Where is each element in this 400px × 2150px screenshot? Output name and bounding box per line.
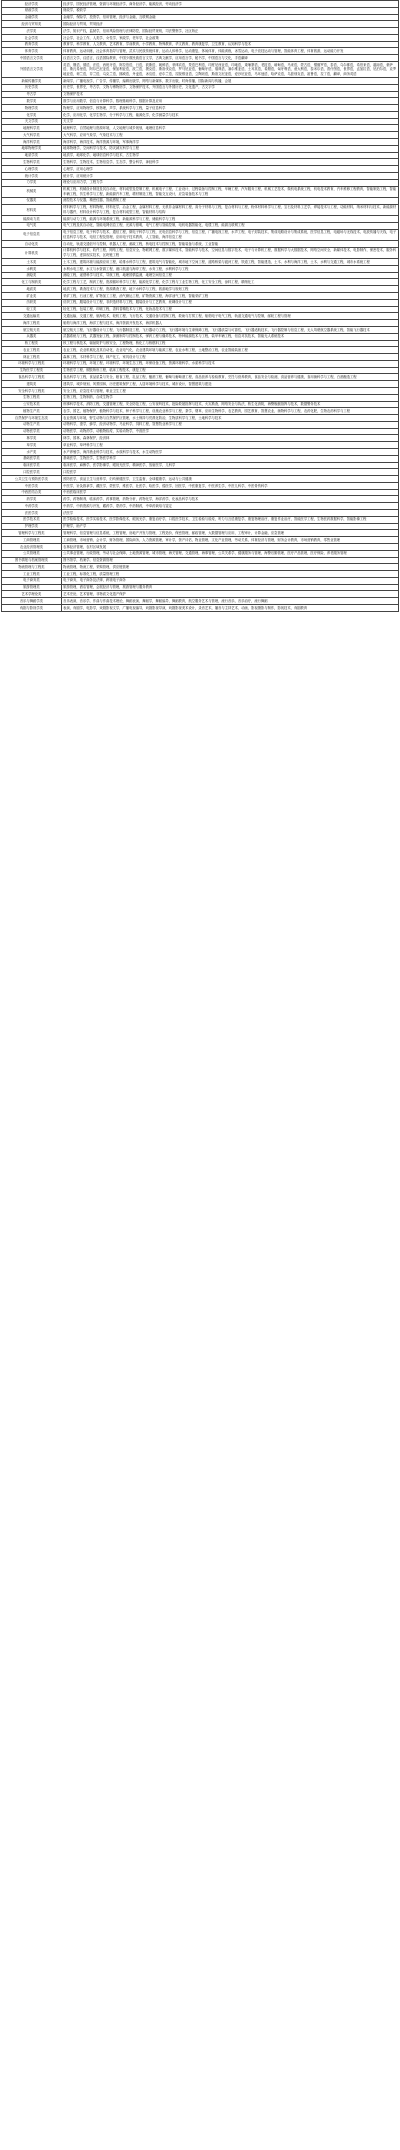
table-row [2,557,399,564]
table-row [2,469,399,476]
majors-cell: 自动化，轨道交通信号与控制，机器人工程，邮政工程，核电技术与控制工程，智能装备与系统，工业智能 [61,240,398,247]
category-cell: 电子商务类 [2,577,62,584]
category-cell: 财政学类 [2,7,62,14]
table-row [2,489,399,496]
table-row [2,313,399,320]
table-row [2,421,399,428]
category-cell: 自动化类 [2,240,62,247]
table-row [2,530,399,537]
majors-cell: 工商管理，市场营销，会计学，财务管理，国际商务，人力资源管理，审计学，资产评估，物业管理，文化产业管理，劳动关系，体育经济与管理，财务会计教育，市场营销教育，零售业管理 [61,537,398,544]
table-row [2,415,399,422]
category-cell: 管理科学与工程类 [2,530,62,537]
majors-cell: 临床医学，麻醉学，医学影像学，眼视光医学，精神医学，放射医学，儿科学 [61,462,398,469]
table-row [2,145,399,152]
table-row [2,34,399,41]
majors-cell: 中医学，针灸推拿学，藏医学，蒙医学，维医学，壮医学，哈医学，傣医学，回医学，中医康复学，中医养生学，中医儿科学，中医骨伤科学 [61,482,398,489]
category-cell: 数学类 [2,98,62,105]
majors-cell: 农学，园艺，植物保护，植物科学与技术，种子科学与工程，设施农业科学与工程，茶学，烟草，应用生物科学，农艺教育，园艺教育，智慧农业，菌物科学与工程，农药化肥，生物农药科学与工程 [61,408,398,415]
category-cell: 农业经济管理类 [2,543,62,550]
majors-cell: 武器系统与工程，武器发射工程，探测制导与控制技术，弹药工程与爆炸技术，特种能源技术与工程，装甲车辆工程，信息对抗技术，智能无人系统技术 [61,333,398,340]
table-row [2,204,399,215]
category-cell: 基础医学类 [2,455,62,462]
table-row [2,14,399,21]
category-cell: 植物生产类 [2,408,62,415]
majors-cell: 新闻学，广播电视学，广告学，传播学，编辑出版学，网络与新媒体，数字出版，时尚传播，国际新闻与传播，会展 [61,78,398,85]
majors-cell: 动物医学，动物药学，动植物检疫，实验动物学，中兽医学 [61,428,398,435]
majors-cell: 水产养殖学，海洋渔业科学与技术，水族科学与技术，水生动物医学 [61,449,398,456]
table-row [2,293,399,300]
category-cell: 物理学类 [2,105,62,112]
category-cell: 临床医学类 [2,462,62,469]
table-row [2,118,399,125]
majors-cell: 法学，知识产权，监狱学，信用风险管理与法律防控，国际经贸规则，司法警察学，社区矫正 [61,28,398,35]
majors-cell: 教育学，科学教育，人文教育，艺术教育，学前教育，小学教育，特殊教育，华文教育，教育康复学，卫生教育，认知科学与技术 [61,41,398,48]
table-row [2,48,399,55]
table-row [2,482,399,489]
table-row [2,394,399,401]
category-cell: 物流管理与工程类 [2,564,62,571]
category-cell: 戏剧与影视学类 [2,604,62,611]
table-row [2,125,399,132]
table-row [2,78,399,85]
majors-cell: 电子信息工程，电子科学与技术，通信工程，微电子科学与工程，光电信息科学与工程，信息工程，广播电视工程，水声工程，电子封装技术，集成电路设计与集成系统，医学信息工程，电磁场与无线技术，电波传播与天线，电子信息科学与技术，电信工程及管理，应用电子技术教育，人工智能，海洋信息工程 [61,229,398,240]
category-cell: 水产类 [2,449,62,456]
category-cell: 法学类 [2,28,62,35]
majors-cell: 艺术史论，艺术管理，非物质文化遗产保护 [61,591,398,598]
category-cell: 食品科学与工程类 [2,374,62,381]
majors-cell: 国际经济与贸易，贸易经济 [61,21,398,28]
majors-cell: 采矿工程，石油工程，矿物加工工程，油气储运工程，矿物资源工程，海洋油气工程，智能采矿工程 [61,293,398,300]
table-row [2,279,399,286]
category-cell: 心理学类 [2,166,62,173]
table-row [2,449,399,456]
category-cell: 医学技术类 [2,516,62,523]
table-row [2,401,399,408]
major-table-body [2,1,399,612]
category-cell: 电子信息类 [2,229,62,240]
category-cell: 化学类 [2,111,62,118]
category-cell: 公共管理类 [2,550,62,557]
category-cell: 生物医学工程类 [2,367,62,374]
category-cell: 海洋工程类 [2,320,62,327]
category-cell: 自然保护与环境生态类 [2,415,62,422]
category-cell: 化工与制药类 [2,279,62,286]
majors-cell: 交通运输，交通工程，航海技术，轮机工程，飞行技术，交通设备与控制工程，救助与打捞工程，船舶电子电气工程，轨道交通电气与控制，邮轮工程与管理 [61,313,398,320]
category-cell: 材料类 [2,204,62,215]
table-row [2,299,399,306]
table-row [2,62,399,78]
category-cell: 土木类 [2,259,62,266]
category-cell: 草学类 [2,442,62,449]
table-row [2,360,399,367]
category-cell: 口腔医学类 [2,469,62,476]
major-table [1,0,399,612]
category-cell: 海洋科学类 [2,139,62,146]
majors-cell: 天文学 [61,118,398,125]
majors-cell: 海洋科学，海洋技术，海洋资源与环境，军事海洋学 [61,139,398,146]
table-row [2,272,399,279]
majors-cell: 金融学，保险学，投资学，信用管理，经济与金融，互联网金融 [61,14,398,21]
majors-cell: 林学，园林，森林保护，经济林 [61,435,398,442]
majors-cell: 化学工程与工艺，制药工程，资源循环科学与工程，能源化学工程，化学工程与工业生物工程，化工安全工程，涂料工程，精细化工 [61,279,398,286]
table-row [2,98,399,105]
category-cell: 金融学类 [2,14,62,21]
category-cell: 仪器类 [2,197,62,204]
table-row [2,320,399,327]
table-row [2,265,399,272]
majors-cell: 刑事科学技术，消防工程，交通管理工程，安全防范工程，公安视听技术，抢险救援指挥与技术，火灾勘查，网络安全与执法，核生化消防，海警舰艇指挥与技术，数据警务技术 [61,401,398,408]
majors-cell: 历史学，世界史，考古学，文物与博物馆学，文物保护技术，外国语言与外国历史，文化遗产，古文字学 [61,84,398,91]
majors-cell: 测控技术与仪器，精密仪器，智能感知工程 [61,197,398,204]
category-cell: 电气类 [2,222,62,229]
majors-cell: 轻化工程，包装工程，印刷工程，香料香精技术与工程，化妆品技术与工程 [61,306,398,313]
majors-cell: 社会学，社会工作，人类学，女性学，家政学，老年学，社会政策 [61,34,398,41]
majors-cell: 食品科学与工程，食品质量与安全，粮食工程，乳品工程，酿酒工程，葡萄与葡萄酒工程，食品营养与检验教育，烹饪与营养教育，食品安全与检测，食品营养与健康，食用菌科学与工程，白酒酿造工程 [61,374,398,381]
table-row [2,259,399,266]
majors-cell: 地理科学，自然地理与资源环境，人文地理与城乡规划，地理信息科学 [61,125,398,132]
table-row [2,240,399,247]
table-row [2,374,399,381]
category-cell: 天文学类 [2,118,62,125]
category-cell: 建筑类 [2,381,62,388]
majors-cell: 物理学，应用物理学，核物理，声学，系统科学与工程，量子信息科学 [61,105,398,112]
table-row [2,354,399,361]
category-cell: 力学类 [2,179,62,186]
category-cell: 矿业类 [2,293,62,300]
table-row [2,28,399,35]
majors-cell: 机械工程，机械设计制造及其自动化，材料成型及控制工程，机械电子工程，工业设计，过程装备与控制工程，车辆工程，汽车服务工程，机械工艺技术，微机电系统工程，机电技术教育，汽车维修工程教育，智能制造工程，智能车辆工程，仿生科学与工程，新能源汽车工程，增材制造工程，智能交互设计，应急装备技术与工程 [61,186,398,197]
table-row [2,550,399,557]
majors-cell: 文物保护技术 [61,91,398,98]
majors-cell: 纺织工程，服装设计与工程，非织造材料与工程，服装设计与工艺教育，丝绸设计与工程 [61,299,398,306]
category-cell: 机械类 [2,186,62,197]
table-row [2,591,399,598]
category-cell: 历史学类 [2,84,62,91]
majors-cell: 环境科学与工程，环境工程，环境科学，环境生态工程，环保设备工程，资源环境科学，水质科学与技术 [61,360,398,367]
category-cell: 公安技术类 [2,401,62,408]
majors-cell: 能源与动力工程，能源与环境系统工程，新能源科学与工程，储能科学与工程 [61,216,398,223]
table-row [2,84,399,91]
majors-cell: 音乐表演，音乐学，作曲与作曲技术理论，舞蹈表演，舞蹈学，舞蹈编导，舞蹈教育，航空服务艺术与管理，流行音乐，音乐治疗，流行舞蹈 [61,598,398,605]
table-row [2,306,399,313]
table-row [2,476,399,483]
table-row [2,132,399,139]
majors-cell: 船舶与海洋工程，海洋工程与技术，海洋资源开发技术，海洋机器人 [61,320,398,327]
table-row [2,510,399,517]
majors-cell: 生物工程，生物制药，合成生物学 [61,394,398,401]
majors-cell: 电气工程及其自动化，智能电网信息工程，光源与照明，电气工程与智能控制，电机电器智能化，电缆工程，能源互联网工程 [61,222,398,229]
table-row [2,598,399,605]
category-cell: 动物生产类 [2,421,62,428]
category-cell: 体育学类 [2,48,62,55]
majors-cell: 地质学，地球化学，地球信息科学与技术，古生物学 [61,152,398,159]
majors-cell: 经济学，国民经济管理，资源与环境经济学，商务经济学，能源经济，劳动经济学 [61,1,398,8]
table-row [2,571,399,578]
category-cell: 经济学类 [2,1,62,8]
table-row [2,496,399,503]
majors-cell: 草业科学，草坪科学与工程 [61,442,398,449]
category-cell: 旅游管理类 [2,584,62,591]
category-cell: 中西医结合类 [2,489,62,496]
majors-cell: 工业工程，标准化工程，质量管理工程 [61,571,398,578]
category-cell: 法医学类 [2,510,62,517]
category-cell: 地质学类 [2,152,62,159]
table-row [2,543,399,550]
majors-cell: 动物科学，蚕学，蜂学，经济动物学，马业科学，饲料工程，智慧牧业科学与工程 [61,421,398,428]
majors-cell: 安全工程，应急技术与管理，职业卫生工程 [61,387,398,394]
table-row [2,584,399,591]
table-row [2,139,399,146]
table-row [2,247,399,258]
majors-cell: 计算机科学与技术，软件工程，网络工程，信息安全，物联网工程，数字媒体技术，智能科学与技术，空间信息与数字技术，电子与计算机工程，数据科学与大数据技术，网络空间安全，新媒体技术，电影制作，保密技术，服务科学与工程，虚拟现实技术，区块链工程 [61,247,398,258]
category-cell: 社会学类 [2,34,62,41]
category-cell: 工商管理类 [2,537,62,544]
majors-cell: 水利水电工程，水文与水资源工程，港口航道与海岸工程，水务工程，水利科学与工程 [61,265,398,272]
category-cell: 音乐与舞蹈学类 [2,598,62,605]
category-cell: 外国语言文学类 [2,62,62,78]
majors-cell: 管理科学，信息管理与信息系统，工程管理，房地产开发与管理，工程造价，保密管理，邮政管理，大数据管理与应用，工程审计，计算金融，应急管理 [61,530,398,537]
table-row [2,367,399,374]
table-row [2,326,399,333]
category-cell: 中医学类 [2,482,62,489]
category-cell: 地理科学类 [2,125,62,132]
majors-cell: 材料科学与工程，材料物理，材料化学，冶金工程，金属材料工程，无机非金属材料工程，高分子材料与工程，复合材料与工程，粉体材料科学与工程，宝石及材料工艺学，焊接技术与工程，功能材料，纳米材料与技术，新能源材料与器件，材料设计科学与工程，复合材料成型工程，智能材料与结构 [61,204,398,215]
table-row [2,435,399,442]
category-cell: 生物科学类 [2,159,62,166]
table-row [2,333,399,340]
table-row [2,179,399,186]
category-cell: 艺术学理论类 [2,591,62,598]
category-cell: 林学类 [2,435,62,442]
table-row [2,347,399,354]
majors-cell: 农林经济管理，农村区域发展 [61,543,398,550]
category-cell: 测绘类 [2,272,62,279]
table-row [2,197,399,204]
category-cell: 公共卫生与预防医学类 [2,476,62,483]
category-cell: 农业工程类 [2,347,62,354]
table-row [2,523,399,530]
category-cell: 交通运输类 [2,313,62,320]
majors-cell: 汉语言文学，汉语言，汉语国际教育，中国少数民族语言文学，古典文献学，应用语言学，秘书学，中国语言与文化，手语翻译 [61,55,398,62]
majors-cell: 数学与应用数学，信息与计算科学，数理基础科学，数据计算及应用 [61,98,398,105]
table-row [2,166,399,173]
table-row [2,186,399,197]
table-row [2,503,399,510]
table-row [2,41,399,48]
majors-cell: 森林工程，木材科学与工程，林产化工，家具设计与工程 [61,354,398,361]
category-cell: 经济与贸易类 [2,21,62,28]
table-row [2,408,399,415]
table-row [2,21,399,28]
majors-cell: 基础医学，生物医学，生物医学科学 [61,455,398,462]
majors-cell: 地质工程，勘查技术与工程，资源勘查工程，地下水科学与工程，旅游地学与规划工程 [61,286,398,293]
category-cell: 能源动力类 [2,216,62,223]
category-cell: 林业工程类 [2,354,62,361]
majors-cell: 化学，应用化学，化学生物学，分子科学与工程，能源化学，化学测量学与技术 [61,111,398,118]
majors-cell: 医学检验技术，医学实验技术，医学影像技术，眼视光学，康复治疗学，口腔医学技术，卫生检验与检疫，听力与言语康复学，康复物理治疗，康复作业治疗，智能医学工程，生物医药数据科学，智能影像工程 [61,516,398,523]
table-row [2,455,399,462]
table-row [2,111,399,118]
table-row [2,286,399,293]
category-cell: 计算机类 [2,247,62,258]
majors-cell: 护理学，助产学 [61,523,398,530]
table-row [2,516,399,523]
majors-cell: 口腔医学 [61,469,398,476]
table-row [2,428,399,435]
table-row [2,152,399,159]
category-cell: 地球物理学类 [2,145,62,152]
category-cell: 工业工程类 [2,571,62,578]
majors-cell: 表演，戏剧学，电影学，戏剧影视文学，广播电视编导，戏剧影视导演，戏剧影视美术设计，录音艺术，播音与主持艺术，动画，影视摄影与制作，影视技术，戏剧教育 [61,604,398,611]
majors-cell: 地球物理学，空间科学与技术，防灾减灾科学与工程 [61,145,398,152]
category-cell: 新闻传播学类 [2,78,62,85]
category-cell: 教育学类 [2,41,62,48]
majors-cell: 财政学，税收学 [61,7,398,14]
category-cell: 水利类 [2,265,62,272]
table-row [2,55,399,62]
category-cell: 中药学类 [2,503,62,510]
category-cell: 安全科学与工程类 [2,387,62,394]
category-cell: 图书情报与档案管理类 [2,557,62,564]
majors-cell: 建筑学，城乡规划，风景园林，历史建筑保护工程，人居环境科学与技术，城市设计，智慧建筑与建造 [61,381,398,388]
category-cell: 药学类 [2,496,62,503]
category-cell: 动物医学类 [2,428,62,435]
table-row [2,442,399,449]
majors-cell: 农业工程，农业机械化及其自动化，农业电气化，农业建筑环境与能源工程，农业水利工程，土地整治工程，农业智能装备工程 [61,347,398,354]
majors-cell: 公共事业管理，行政管理，劳动与社会保障，土地资源管理，城市管理，海关管理，交通管理，海事管理，公共关系学，健康服务与管理，海警后勤管理，医疗产品管理，医疗保险，养老服务管理 [61,550,398,557]
majors-cell: 航空航天工程，飞行器设计与工程，飞行器制造工程，飞行器动力工程，飞行器环境与生命保障工程，飞行器质量与可靠性，飞行器适航技术，飞行器控制与信息工程，无人驾驶航空器系统工程，智能飞行器技术 [61,326,398,333]
table-row [2,1,399,8]
majors-cell: 土木工程，建筑环境与能源应用工程，给排水科学与工程，建筑电气与智能化，城市地下空间工程，道路桥梁与渡河工程，铁道工程，智能建造，土木、水利与海洋工程，土木、水利与交通工程，城市水系统工程 [61,259,398,266]
majors-cell: 生物科学，生物技术，生物信息学，生态学，整合科学，神经科学 [61,159,398,166]
table-row [2,216,399,223]
majors-cell: 图书馆学，档案学，信息资源管理 [61,557,398,564]
table-row [2,462,399,469]
table-row [2,7,399,14]
table-row [2,229,399,240]
category-cell: 护理学类 [2,523,62,530]
majors-cell: 心理学，应用心理学 [61,166,398,173]
table-row [2,172,399,179]
table-row [2,105,399,112]
table-row [2,537,399,544]
table-row [2,604,399,611]
majors-cell: 统计学，应用统计学 [61,172,398,179]
table-row [2,340,399,347]
majors-cell: 理论与应用力学，工程力学 [61,179,398,186]
majors-cell: 预防医学，食品卫生与营养学，妇幼保健医学，卫生监督，全球健康学，运动与公共健康 [61,476,398,483]
table-row [2,577,399,584]
majors-cell: 体育教育，运动训练，社会体育指导与管理，武术与民族传统体育，运动人体科学，运动康复，休闲体育，体能训练，冰雪运动，电子竞技运动与管理，智能体育工程，体育旅游，运动能力开发 [61,48,398,55]
table-row [2,222,399,229]
table-row [2,381,399,388]
category-cell: 核工程类 [2,340,62,347]
majors-cell: 药学，药物制剂，临床药学，药事管理，药物分析，药物化学，海洋药学，化妆品科学与技术 [61,496,398,503]
category-cell: 轻工类 [2,306,62,313]
majors-cell: 物流管理，物流工程，采购管理，供应链管理 [61,564,398,571]
majors-cell: 大气科学，应用气象学，气象技术与工程 [61,132,398,139]
category-cell: 考古学 [2,91,62,98]
majors-cell: 英语，俄语，德语，法语，西班牙语，阿拉伯语，日语，波斯语，朝鲜语，菲律宾语，梵语巴利语，印度尼西亚语，印地语，柬埔寨语，老挝语，缅甸语，马来语，蒙古语，僧伽罗语，泰语，乌尔都语，希伯来语，越南语，豪萨语，斯瓦希里语，阿尔巴尼亚语，保加利亚语，波兰语，捷克语，斯洛伐克语，罗马尼亚语，葡萄牙语，瑞典语，塞尔维亚语，土耳其语，希腊语，匈牙利语，意大利语，泰米尔语，普什图语，世界语，孟加拉语，尼泊尔语，克罗地亚语，荷兰语，芬兰语，乌克兰语，挪威语，丹麦语，冰岛语，爱尔兰语，拉脱维亚语，立陶宛语，斯洛文尼亚语，爱沙尼亚语，马耳他语，哈萨克语，乌兹别克语，祖鲁语，拉丁语，翻译，商务英语 [61,62,398,78]
category-cell: 中国语言文学类 [2,55,62,62]
majors-cell: 法医学 [61,510,398,517]
majors-cell: 农业资源与环境，野生动物与自然保护区管理，水土保持与荒漠化防治，生物质科学与工程，土地科学与技术 [61,415,398,422]
category-cell: 环境科学与工程类 [2,360,62,367]
majors-cell: 核工程与核技术，辐射防护与核安全，工程物理，核化工与核燃料工程 [61,340,398,347]
category-cell: 大气科学类 [2,132,62,139]
table-row [2,159,399,166]
category-cell: 纺织类 [2,299,62,306]
table-row [2,564,399,571]
majors-cell: 测绘工程，遥感科学与技术，导航工程，地理国情监测，地理空间信息工程 [61,272,398,279]
category-cell: 兵器类 [2,333,62,340]
category-cell: 地质类 [2,286,62,293]
category-cell: 生物工程类 [2,394,62,401]
majors-cell: 电子商务，电子商务及法律，跨境电子商务 [61,577,398,584]
category-cell: 航空航天类 [2,326,62,333]
category-cell: 统计学类 [2,172,62,179]
majors-cell: 中药学，中药资源与开发，藏药学，蒙药学，中药制药，中草药栽培与鉴定 [61,503,398,510]
majors-cell: 生物医学工程，假肢矫形工程，临床工程技术，康复工程 [61,367,398,374]
majors-cell: 旅游管理，酒店管理，会展经济与管理，旅游管理与服务教育 [61,584,398,591]
majors-cell: 中西医临床医学 [61,489,398,496]
table-row [2,91,399,98]
table-row [2,387,399,394]
